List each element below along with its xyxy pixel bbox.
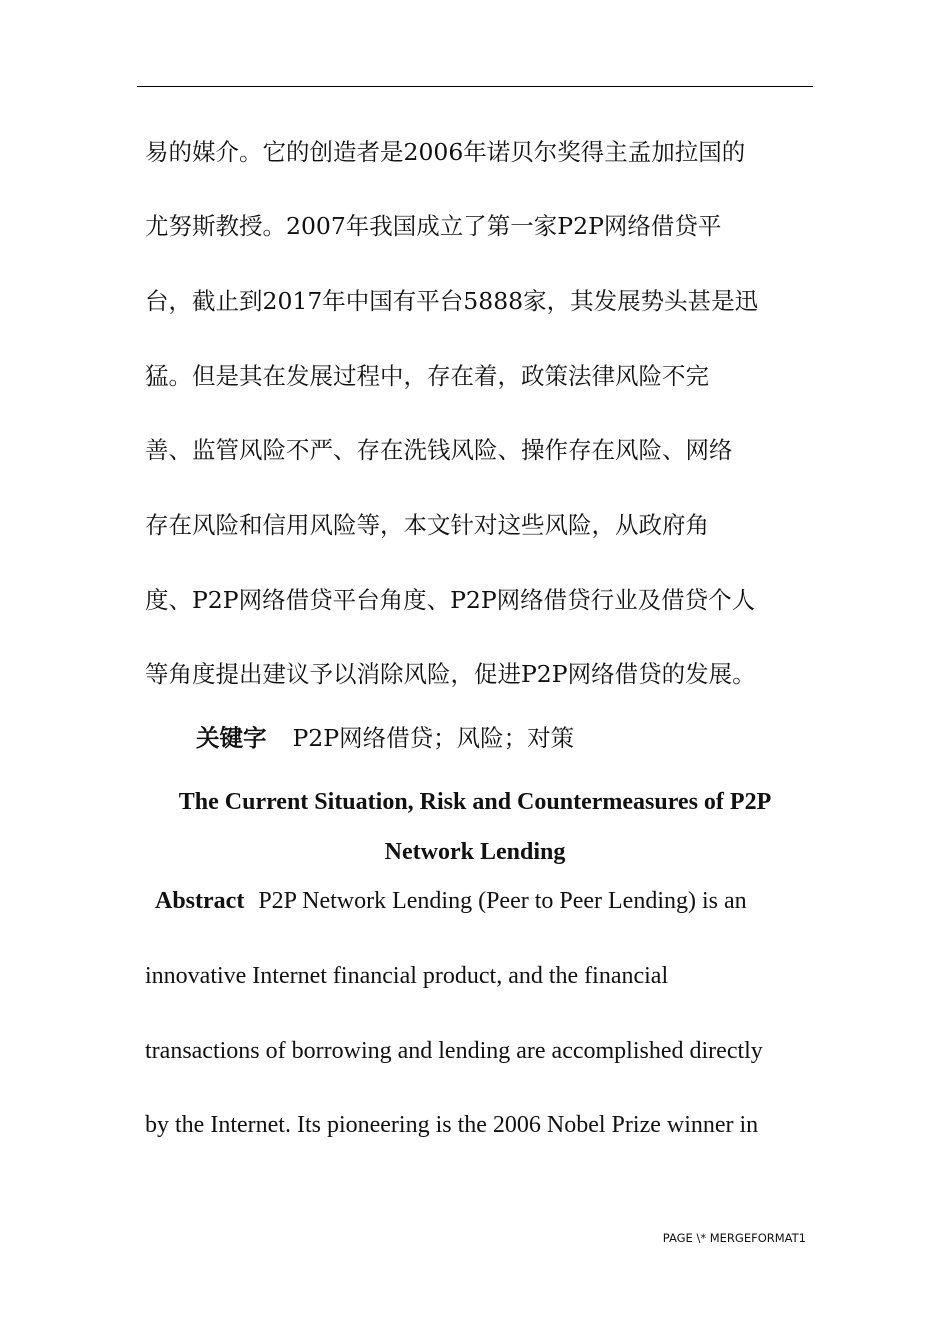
english-abstract-line: innovative Internet financial product, and the financial	[145, 963, 669, 989]
english-abstract-first-line	[145, 886, 747, 916]
chinese-abstract-line: 善、监管风险不严、存在洗钱风险、操作存在风险、网络	[145, 436, 733, 464]
keywords-paragraph	[196, 722, 574, 754]
chinese-abstract-line: 尤努斯教授。2007年我国成立了第一家P2P网络借贷平	[145, 212, 722, 240]
chinese-abstract-line: 存在风险和信用风险等，本文针对这些风险，从政府角	[145, 511, 709, 539]
english-abstract-line: by the Internet. Its pioneering is the 2006 Nobel Prize winner in	[145, 1112, 759, 1138]
english-title-line-2: Network Lending	[384, 839, 566, 865]
chinese-abstract-line: 猛。但是其在发展过程中，存在着，政策法律风险不完	[145, 362, 709, 390]
abstract-label: Abstract	[155, 888, 245, 914]
header-rule	[137, 86, 813, 87]
chinese-abstract-line: 度、P2P网络借贷平台角度、P2P网络借贷行业及借贷个人	[145, 586, 756, 614]
keywords-text: P2P网络借贷；风险；对策	[292, 724, 575, 752]
english-abstract-line: transactions of borrowing and lending are accomplished directly	[145, 1038, 763, 1064]
english-title-line-1: The Current Situation, Risk and Countermeasures of P2P	[178, 789, 772, 815]
page-number-field: PAGE \* MERGEFORMAT1	[662, 1231, 806, 1245]
abstract-text: P2P Network Lending (Peer to Peer Lending) is an	[258, 888, 747, 914]
chinese-abstract-line: 易的媒介。它的创造者是2006年诺贝尔奖得主孟加拉国的	[145, 138, 746, 166]
chinese-abstract-line: 台，截止到2017年中国有平台5888家，其发展势头甚是迅	[145, 287, 759, 315]
chinese-abstract-line: 等角度提出建议予以消除风险，促进P2P网络借贷的发展。	[145, 660, 756, 688]
keywords-label: 关键字	[196, 724, 267, 752]
